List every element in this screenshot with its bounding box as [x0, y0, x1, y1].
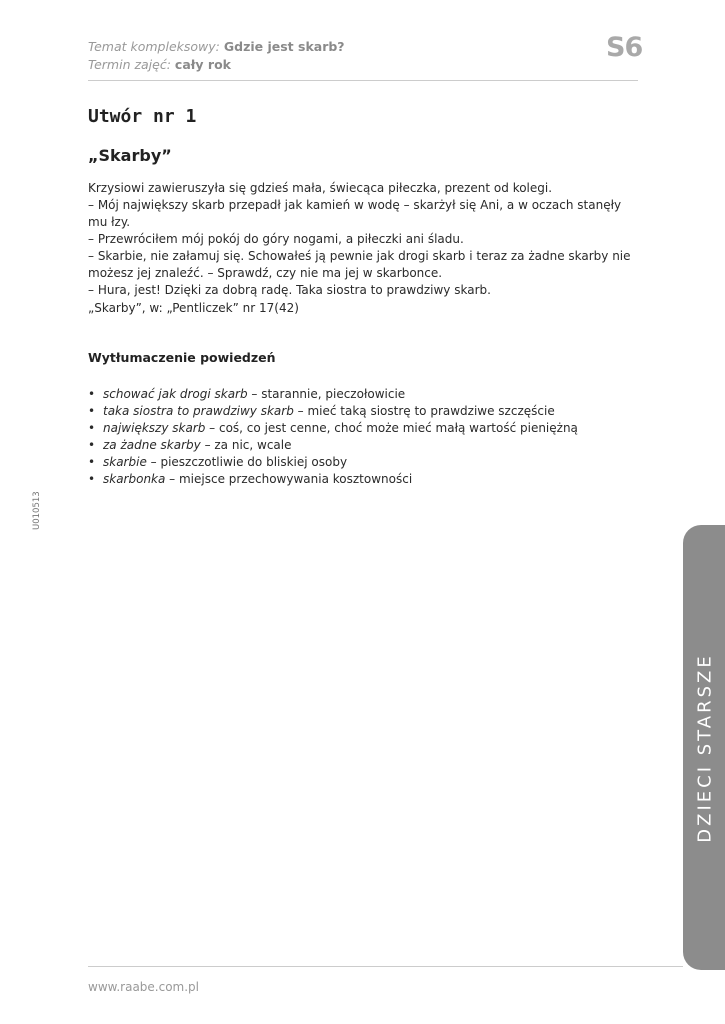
bullet-icon: •: [88, 404, 96, 418]
saying-term: największy skarb: [103, 421, 206, 435]
list-item: [88, 386, 578, 403]
term-label: Termin zajęć:: [88, 57, 171, 72]
saying-definition: – mieć taką siostrę to prawdziwe szczęście: [293, 404, 555, 418]
story-line: – Hura, jest! Dzięki za dobrą radę. Taka siostra to prawdziwy skarb.: [88, 283, 491, 297]
bullet-icon: •: [88, 438, 96, 452]
topic-value: Gdzie jest skarb?: [223, 39, 345, 54]
sayings-list: [88, 386, 578, 488]
source-citation: „Skarby”, w: „Pentliczek” nr 17(42): [88, 301, 299, 315]
footer-divider: [88, 966, 683, 967]
document-id: U010513: [32, 491, 42, 530]
saying-definition: – starannie, pieczołowicie: [247, 387, 406, 401]
list-item: [88, 471, 578, 488]
topic-line: [88, 38, 345, 56]
story-line: – Skarbie, nie załamuj się. Schowałeś ją pewnie jak drogi skarb i teraz za żadne skarby nie możesz jej znaleźć. – Sprawdź, czy nie ma jej w skarbonce.: [88, 249, 631, 280]
term-value: cały rok: [174, 57, 231, 72]
footer-url: www.raabe.com.pl: [88, 980, 200, 994]
term-line: [88, 56, 345, 74]
list-item: [88, 437, 578, 454]
bullet-icon: •: [88, 421, 96, 435]
saying-term: taka siostra to prawdziwy skarb: [103, 404, 294, 418]
saying-definition: – coś, co jest cenne, choć może mieć małą wartość pieniężną: [205, 421, 578, 435]
saying-term: za żadne skarby: [103, 438, 201, 452]
list-item: [88, 420, 578, 437]
bullet-icon: •: [88, 472, 96, 486]
saying-term: skarbonka: [103, 472, 166, 486]
story-line: – Przewróciłem mój pokój do góry nogami, a piłeczki ani śladu.: [88, 232, 464, 246]
bullet-icon: •: [88, 387, 96, 401]
section-code: S6: [606, 32, 643, 63]
page-header: [88, 38, 345, 74]
section-title: Wytłumaczenie powiedzeń: [88, 350, 276, 365]
list-item: [88, 403, 578, 420]
story-text: [88, 180, 643, 299]
poem-title: „Skarby”: [88, 146, 172, 165]
side-tab-label: DZIECI STARSZE: [694, 653, 716, 843]
story-line: – Mój największy skarb przepadł jak kamień w wodę – skarżył się Ani, a w oczach stanęły mu łzy.: [88, 198, 622, 229]
list-item: [88, 454, 578, 471]
saying-definition: – za nic, wcale: [200, 438, 292, 452]
saying-term: schować jak drogi skarb: [103, 387, 248, 401]
saying-definition: – pieszczotliwie do bliskiej osoby: [146, 455, 348, 469]
story-line: Krzysiowi zawieruszyła się gdzieś mała, świecąca piłeczka, prezent od kolegi.: [88, 181, 553, 195]
saying-definition: – miejsce przechowywania kosztowności: [165, 472, 413, 486]
topic-label: Temat kompleksowy:: [88, 39, 220, 54]
bullet-icon: •: [88, 455, 96, 469]
header-divider: [88, 80, 638, 81]
saying-term: skarbie: [103, 455, 147, 469]
piece-title: Utwór nr 1: [88, 106, 197, 127]
